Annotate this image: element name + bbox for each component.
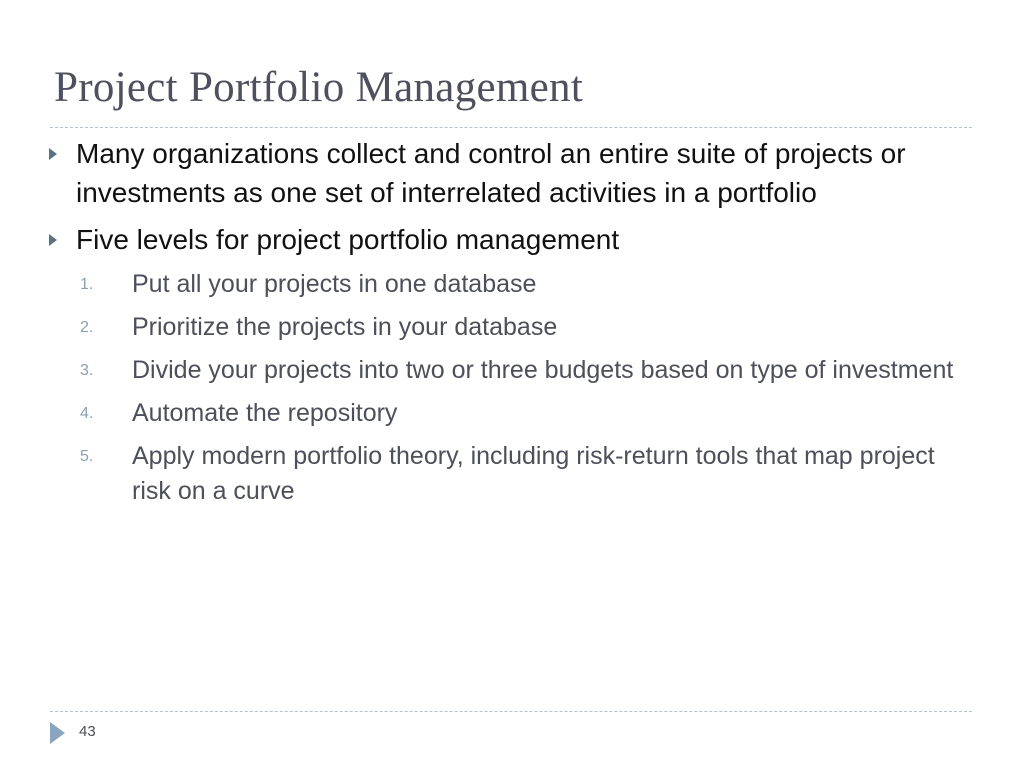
level-item — [42, 353, 972, 388]
bullet-triangle-icon — [49, 234, 57, 246]
level-item — [42, 310, 972, 345]
level-text: Automate the repository — [132, 399, 398, 427]
slide-title: Project Portfolio Management — [54, 64, 584, 111]
level-number: 3. — [80, 362, 94, 379]
footer-divider — [50, 711, 972, 712]
level-item — [42, 396, 972, 431]
bullet-item — [42, 220, 972, 259]
level-item — [42, 439, 972, 509]
page-number: 43 — [79, 723, 96, 740]
level-number: 5. — [80, 448, 94, 465]
levels-list — [42, 267, 972, 509]
bullet-triangle-icon — [49, 148, 57, 160]
level-number: 1. — [80, 276, 94, 293]
bullet-text: Five levels for project portfolio management — [76, 224, 620, 255]
level-text: Apply modern portfolio theory, including risk-return tools that map project risk on a curve — [132, 442, 935, 505]
footer-triangle-icon — [50, 722, 65, 744]
level-text: Divide your projects into two or three budgets based on type of investment — [132, 356, 954, 384]
slide-body — [42, 134, 972, 517]
level-item — [42, 267, 972, 302]
level-text: Put all your projects in one database — [132, 270, 537, 298]
level-number: 4. — [80, 405, 94, 422]
bullet-item — [42, 134, 972, 212]
bullet-text: Many organizations collect and control an entire suite of projects or investments as one set of interrelated activities in a portfolio — [76, 138, 906, 208]
title-divider — [50, 127, 972, 128]
level-number: 2. — [80, 319, 94, 336]
level-text: Prioritize the projects in your database — [132, 313, 558, 341]
